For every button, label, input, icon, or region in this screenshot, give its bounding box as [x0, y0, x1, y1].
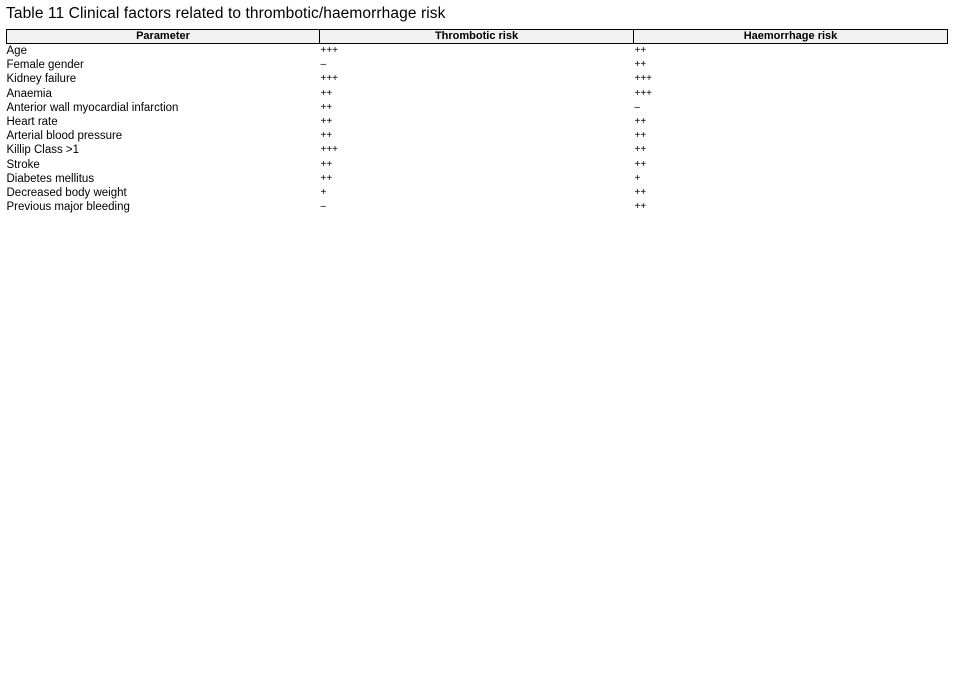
table-row: [7, 172, 948, 186]
thrombotic-risk-cell: +: [320, 187, 327, 199]
haemorrhage-risk-cell: ++: [634, 130, 647, 142]
table-row: [7, 44, 948, 59]
table-row: [7, 129, 948, 143]
haemorrhage-risk-cell: +++: [634, 87, 653, 99]
thrombotic-risk-cell: ++: [320, 101, 333, 113]
table-title: Table 11 Clinical factors related to thrombotic/haemorrhage risk: [6, 5, 446, 22]
haemorrhage-risk-cell: ++: [634, 187, 647, 199]
parameter-cell: Anterior wall myocardial infarction: [6, 101, 179, 114]
haemorrhage-risk-cell: ++: [634, 59, 647, 71]
thrombotic-risk-cell: +++: [320, 73, 339, 85]
haemorrhage-risk-cell: ++: [634, 158, 647, 170]
header-row: [7, 30, 948, 44]
parameter-cell: Arterial blood pressure: [6, 130, 123, 143]
haemorrhage-risk-cell: –: [634, 101, 641, 113]
haemorrhage-risk-cell: ++: [634, 144, 647, 156]
parameter-cell: Age: [6, 45, 27, 57]
risk-table: [6, 29, 948, 214]
parameter-cell: Female gender: [6, 59, 84, 72]
table-row: [7, 186, 948, 200]
table-row: [7, 101, 948, 115]
parameter-cell: Heart rate: [6, 116, 58, 129]
header-haemorrhage-risk: Haemorrhage risk: [634, 30, 948, 44]
haemorrhage-risk-cell: ++: [634, 45, 647, 56]
thrombotic-risk-cell: +++: [320, 45, 339, 56]
header-parameter: Parameter: [7, 30, 320, 44]
parameter-cell: Previous major bleeding: [6, 201, 130, 214]
thrombotic-risk-cell: –: [320, 59, 327, 71]
table-body: [7, 44, 948, 215]
table-row: [7, 143, 948, 157]
header-thrombotic-risk: Thrombotic risk: [320, 30, 634, 44]
parameter-cell: Anaemia: [6, 87, 52, 100]
haemorrhage-risk-cell: +: [634, 172, 641, 184]
parameter-cell: Diabetes mellitus: [6, 172, 95, 185]
haemorrhage-risk-cell: +++: [634, 73, 653, 85]
parameter-cell: Killip Class >1: [6, 144, 80, 157]
table-row: [7, 158, 948, 172]
thrombotic-risk-cell: ++: [320, 172, 333, 184]
parameter-cell: Kidney failure: [6, 73, 77, 86]
table-row: [7, 58, 948, 72]
thrombotic-risk-cell: +++: [320, 144, 339, 156]
thrombotic-risk-cell: ++: [320, 116, 333, 128]
thrombotic-risk-cell: ++: [320, 130, 333, 142]
table-header: [7, 30, 948, 44]
table-row: [7, 72, 948, 86]
thrombotic-risk-cell: ++: [320, 158, 333, 170]
table-row: [7, 200, 948, 214]
thrombotic-risk-cell: ++: [320, 87, 333, 99]
parameter-cell: Stroke: [6, 158, 40, 171]
table-row: [7, 115, 948, 129]
thrombotic-risk-cell: –: [320, 201, 327, 213]
parameter-cell: Decreased body weight: [6, 187, 127, 200]
haemorrhage-risk-cell: ++: [634, 201, 647, 213]
haemorrhage-risk-cell: ++: [634, 116, 647, 128]
table-row: [7, 87, 948, 101]
